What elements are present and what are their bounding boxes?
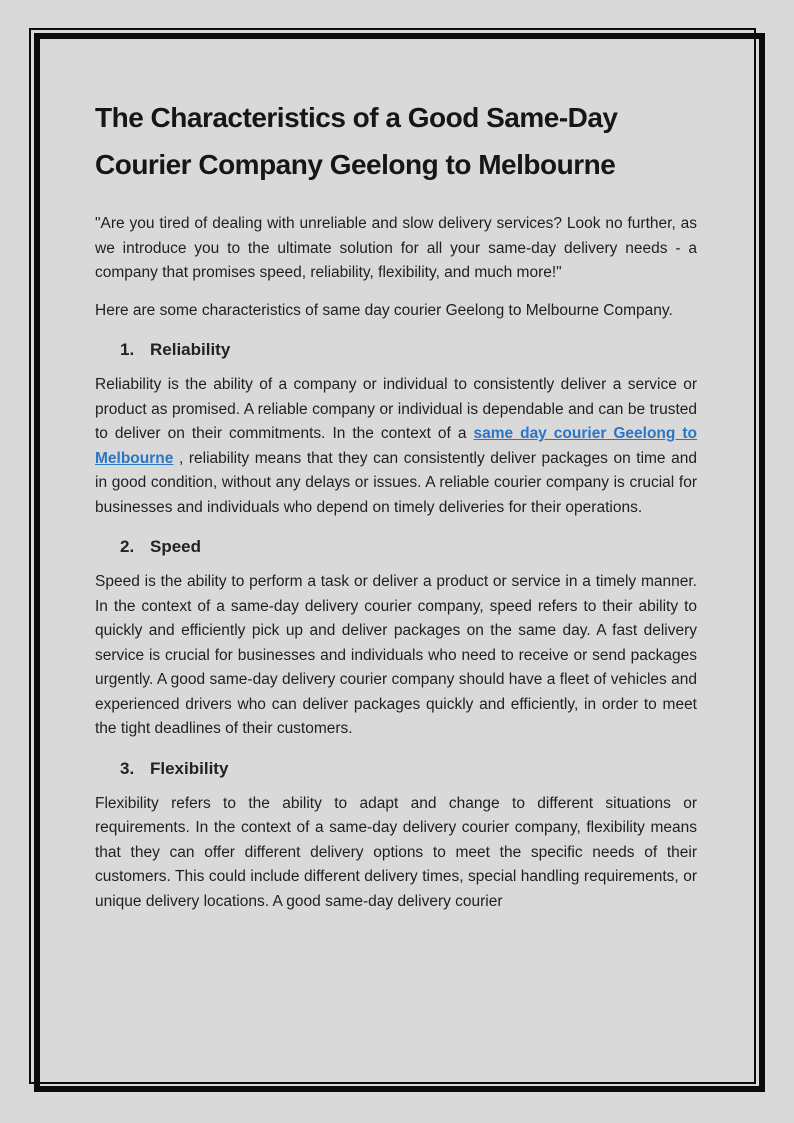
intro-quote-paragraph: "Are you tired of dealing with unreliable and slow delivery services? Look no further, as we introduce you to the ultimate solution for all your same-day delivery needs - a company that promises speed, reliability, flexibility, and much more!" [95,215,697,281]
section-heading-speed [95,536,697,557]
section-number: 2. [120,537,135,556]
section-body-speed: Speed is the ability to perform a task or deliver a product or service in a timely manner. In the context of a same-day delivery courier company, speed refers to their ability to quickly and efficiently pick up and deliver packages on the same day. A fast delivery service is crucial for businesses and individuals who need to receive or send packages urgently. A good same-day delivery courier company should have a fleet of vehicles and experienced drivers who can deliver packages quickly and efficiently, in order to meet the tight deadlines of their customers. [95,573,697,737]
body-text-after-link: , reliability means that they can consistently deliver packages on time and in good condition, without any delays or issues. A reliable courier company is crucial for businesses and individuals who depend on timely deliveries for their operations. [95,449,697,516]
intro-lead-paragraph: Here are some characteristics of same day courier Geelong to Melbourne Company. [95,301,673,319]
same-day-courier-link[interactable]: same day courier Geelong to Melbourne [95,425,697,467]
section-title: Speed [150,537,202,556]
page-title-line-2: Courier Company Geelong to Melbourne [95,149,616,180]
page-title-line-1: The Characteristics of a Good Same-Day [95,102,618,133]
section-heading-reliability [95,339,697,360]
section-heading-flexibility [95,758,697,779]
section-title: Flexibility [150,758,229,778]
section-number: 3. [120,758,135,778]
section-number: 1. [120,340,135,359]
section-body-reliability [95,373,697,520]
document-content [95,94,697,927]
body-text-before-link: Reliability is the ability of a company or individual to consistently deliver a service or product as promised. A reliable company or individual is dependable and can be trusted to deliver on their commitments. In the context of a [95,376,697,442]
section-body-flexibility: Flexibility refers to the ability to adapt and change to different situations or requirements. In the context of a same-day delivery courier company, flexibility means that they can offer different delivery options to meet the specific needs of their customers. This could include different delivery times, special handling requirements, or unique delivery locations. A good same-day delivery courier [95,794,697,910]
section-title: Reliability [150,340,231,359]
page-title [95,94,697,188]
